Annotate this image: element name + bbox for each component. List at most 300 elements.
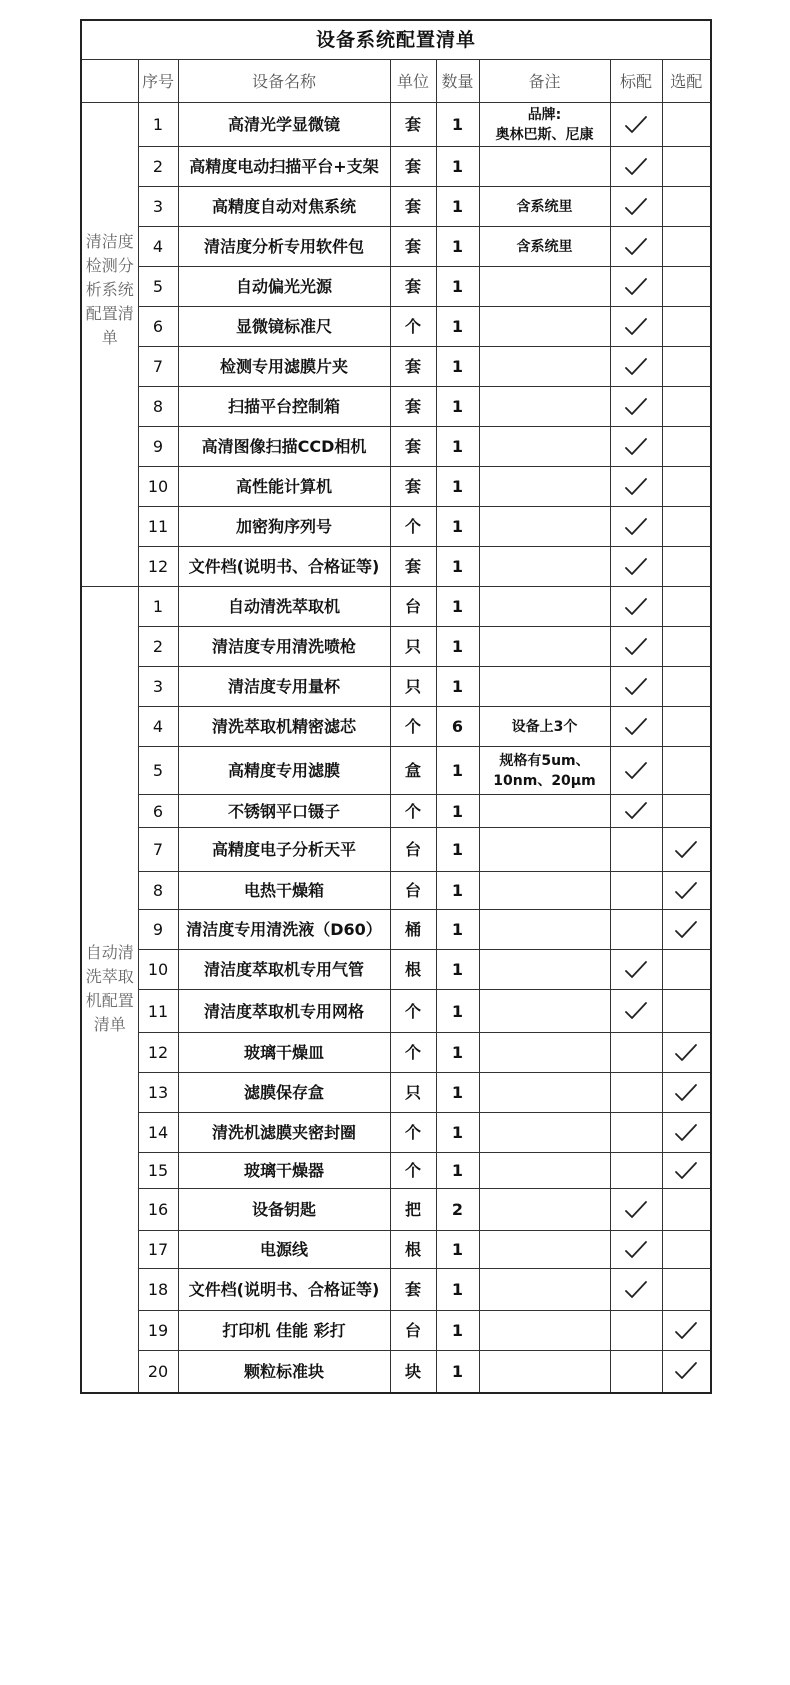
check-icon [623,596,649,618]
row-unit: 套 [390,227,436,267]
table-row [81,427,711,467]
row-unit: 桶 [390,910,436,950]
row-note [479,347,610,387]
row-unit: 套 [390,427,436,467]
check-icon [623,1279,649,1301]
equipment-config-table [80,19,712,1394]
check-icon [623,236,649,258]
row-unit: 套 [390,103,436,147]
check-icon [673,880,699,902]
row-unit: 套 [390,187,436,227]
row-note [479,1189,610,1231]
row-qty: 1 [436,427,479,467]
row-note [479,872,610,910]
table-row [81,1189,711,1231]
row-optional [662,347,711,387]
row-optional [662,1189,711,1231]
table-row [81,1033,711,1073]
row-qty: 1 [436,103,479,147]
row-qty: 1 [436,910,479,950]
row-unit: 个 [390,1033,436,1073]
row-qty: 1 [436,467,479,507]
check-icon [623,396,649,418]
table-row [81,667,711,707]
row-standard [610,667,662,707]
table-row [81,1073,711,1113]
row-optional [662,187,711,227]
row-unit: 套 [390,467,436,507]
row-qty: 1 [436,990,479,1033]
row-name: 颗粒标准块 [178,1351,390,1393]
row-note [479,667,610,707]
row-note [479,950,610,990]
row-no: 7 [138,347,178,387]
row-standard [610,103,662,147]
row-name: 清洁度专用清洗喷枪 [178,627,390,667]
row-optional [662,828,711,872]
row-name: 玻璃干燥皿 [178,1033,390,1073]
row-standard [610,707,662,747]
row-optional [662,1231,711,1269]
row-note: 设备上3个 [479,707,610,747]
row-name: 玻璃干燥器 [178,1153,390,1189]
row-no: 13 [138,1073,178,1113]
table-row [81,1351,711,1393]
row-unit: 根 [390,1231,436,1269]
row-qty: 1 [436,1269,479,1311]
table-title: 设备系统配置清单 [81,20,711,60]
row-qty: 1 [436,147,479,187]
row-standard [610,427,662,467]
row-unit: 台 [390,587,436,627]
table-row [81,1153,711,1189]
row-name: 滤膜保存盒 [178,1073,390,1113]
row-standard [610,747,662,795]
check-icon [623,276,649,298]
row-qty: 2 [436,1189,479,1231]
header-optional: 选配 [662,60,711,103]
row-standard [610,547,662,587]
row-qty: 1 [436,1351,479,1393]
row-standard [610,187,662,227]
row-standard [610,1153,662,1189]
row-optional [662,667,711,707]
check-icon [673,1042,699,1064]
table-body [81,103,711,1393]
row-no: 11 [138,507,178,547]
header-standard: 标配 [610,60,662,103]
row-note [479,828,610,872]
row-unit: 个 [390,307,436,347]
row-optional [662,307,711,347]
row-standard [610,387,662,427]
table-row [81,547,711,587]
row-name: 自动清洗萃取机 [178,587,390,627]
row-note [479,1351,610,1393]
row-standard [610,587,662,627]
table-row [81,347,711,387]
row-standard [610,467,662,507]
row-qty: 1 [436,507,479,547]
row-optional [662,1269,711,1311]
row-unit: 块 [390,1351,436,1393]
row-name: 打印机 佳能 彩打 [178,1311,390,1351]
row-no: 19 [138,1311,178,1351]
row-unit: 套 [390,1269,436,1311]
row-name: 清洁度萃取机专用网格 [178,990,390,1033]
row-name: 显微镜标准尺 [178,307,390,347]
row-note [479,1311,610,1351]
table-row [81,627,711,667]
row-name: 高性能计算机 [178,467,390,507]
row-no: 8 [138,872,178,910]
row-optional [662,227,711,267]
check-icon [673,1082,699,1104]
row-no: 10 [138,950,178,990]
check-icon [623,516,649,538]
table-row [81,103,711,147]
row-qty: 1 [436,1073,479,1113]
table-row [81,872,711,910]
row-no: 14 [138,1113,178,1153]
check-icon [673,1320,699,1342]
row-unit: 个 [390,1113,436,1153]
row-note: 规格有5um、 10nm、20μm [479,747,610,795]
row-optional [662,1073,711,1113]
row-name: 高精度自动对焦系统 [178,187,390,227]
row-standard [610,872,662,910]
row-standard [610,795,662,828]
row-name: 文件档(说明书、合格证等) [178,1269,390,1311]
row-unit: 个 [390,990,436,1033]
row-standard [610,1033,662,1073]
row-unit: 只 [390,667,436,707]
check-icon [623,436,649,458]
row-standard [610,1189,662,1231]
row-unit: 只 [390,1073,436,1113]
check-icon [623,316,649,338]
check-icon [673,1360,699,1382]
table-row [81,587,711,627]
row-name: 清洗萃取机精密滤芯 [178,707,390,747]
row-name: 自动偏光光源 [178,267,390,307]
row-note [479,1231,610,1269]
row-no: 5 [138,747,178,795]
row-unit: 套 [390,147,436,187]
row-qty: 1 [436,795,479,828]
row-standard [610,227,662,267]
row-standard [610,828,662,872]
table-row [81,795,711,828]
row-note [479,267,610,307]
row-note [479,387,610,427]
row-unit: 个 [390,707,436,747]
row-qty: 1 [436,1231,479,1269]
row-qty: 1 [436,587,479,627]
row-unit: 根 [390,950,436,990]
row-unit: 台 [390,1311,436,1351]
row-standard [610,147,662,187]
row-no: 2 [138,147,178,187]
row-standard [610,627,662,667]
row-unit: 个 [390,507,436,547]
row-name: 电热干燥箱 [178,872,390,910]
check-icon [673,839,699,861]
row-note [479,507,610,547]
row-no: 9 [138,910,178,950]
check-icon [673,1122,699,1144]
table-row [81,747,711,795]
check-icon [623,1239,649,1261]
header-qty: 数量 [436,60,479,103]
row-note [479,795,610,828]
row-optional [662,1153,711,1189]
table-row [81,1269,711,1311]
row-optional [662,147,711,187]
row-no: 9 [138,427,178,467]
check-icon [673,919,699,941]
row-no: 2 [138,627,178,667]
table-row [81,707,711,747]
row-unit: 套 [390,347,436,387]
row-name: 高精度电子分析天平 [178,828,390,872]
row-note [479,547,610,587]
row-no: 3 [138,187,178,227]
check-icon [623,676,649,698]
row-note [479,1073,610,1113]
row-qty: 1 [436,872,479,910]
row-unit: 套 [390,547,436,587]
row-note [479,990,610,1033]
row-standard [610,1269,662,1311]
row-name: 高精度专用滤膜 [178,747,390,795]
row-no: 6 [138,307,178,347]
row-optional [662,872,711,910]
table-row [81,187,711,227]
table-row [81,950,711,990]
row-standard [610,1113,662,1153]
row-qty: 1 [436,307,479,347]
row-note [479,467,610,507]
check-icon [623,196,649,218]
group-label: 清洁度检测分析系统配置清单 [81,103,138,587]
row-no: 4 [138,707,178,747]
table-row [81,1113,711,1153]
row-optional [662,1351,711,1393]
row-name: 高清光学显微镜 [178,103,390,147]
row-standard [610,267,662,307]
row-note: 含系统里 [479,227,610,267]
table-row [81,147,711,187]
row-no: 4 [138,227,178,267]
table-row [81,467,711,507]
row-note [479,1153,610,1189]
row-qty: 1 [436,547,479,587]
check-icon [623,556,649,578]
row-standard [610,1351,662,1393]
table-row [81,828,711,872]
table-row [81,387,711,427]
row-note [479,910,610,950]
row-qty: 6 [436,707,479,747]
check-icon [673,1160,699,1182]
row-qty: 1 [436,828,479,872]
row-qty: 1 [436,1153,479,1189]
row-name: 清洁度萃取机专用气管 [178,950,390,990]
check-icon [623,114,649,136]
table-row [81,1311,711,1351]
row-qty: 1 [436,267,479,307]
row-note: 含系统里 [479,187,610,227]
row-qty: 1 [436,227,479,267]
row-standard [610,1311,662,1351]
check-icon [623,156,649,178]
row-standard [610,347,662,387]
row-no: 11 [138,990,178,1033]
table-row [81,990,711,1033]
row-unit: 把 [390,1189,436,1231]
row-standard [610,910,662,950]
check-icon [623,356,649,378]
row-optional [662,1113,711,1153]
row-note [479,587,610,627]
row-optional [662,587,711,627]
row-no: 6 [138,795,178,828]
row-note [479,307,610,347]
row-name: 清洁度分析专用软件包 [178,227,390,267]
row-name: 不锈钢平口镊子 [178,795,390,828]
row-optional [662,103,711,147]
row-note [479,1113,610,1153]
row-note [479,1269,610,1311]
row-no: 5 [138,267,178,307]
row-qty: 1 [436,1311,479,1351]
table-row [81,1231,711,1269]
header-note: 备注 [479,60,610,103]
row-name: 设备钥匙 [178,1189,390,1231]
row-name: 清洁度专用量杯 [178,667,390,707]
row-optional [662,950,711,990]
row-no: 20 [138,1351,178,1393]
check-icon [623,760,649,782]
row-optional [662,910,711,950]
row-no: 15 [138,1153,178,1189]
row-no: 8 [138,387,178,427]
row-no: 3 [138,667,178,707]
row-standard [610,1073,662,1113]
table-row [81,227,711,267]
check-icon [623,636,649,658]
row-name: 文件档(说明书、合格证等) [178,547,390,587]
row-name: 清洗机滤膜夹密封圈 [178,1113,390,1153]
row-no: 12 [138,547,178,587]
header-unit: 单位 [390,60,436,103]
row-optional [662,467,711,507]
row-optional [662,387,711,427]
row-unit: 台 [390,872,436,910]
row-unit: 套 [390,387,436,427]
row-optional [662,427,711,467]
row-name: 高清图像扫描CCD相机 [178,427,390,467]
row-standard [610,990,662,1033]
row-note [479,1033,610,1073]
row-unit: 盒 [390,747,436,795]
row-no: 17 [138,1231,178,1269]
row-no: 10 [138,467,178,507]
row-no: 1 [138,587,178,627]
row-qty: 1 [436,1113,479,1153]
row-optional [662,547,711,587]
header-group-blank [81,60,138,103]
row-name: 扫描平台控制箱 [178,387,390,427]
row-name: 加密狗序列号 [178,507,390,547]
row-unit: 个 [390,1153,436,1189]
row-qty: 1 [436,747,479,795]
check-icon [623,959,649,981]
row-note [479,627,610,667]
row-qty: 1 [436,347,479,387]
row-standard [610,950,662,990]
check-icon [623,716,649,738]
row-name: 检测专用滤膜片夹 [178,347,390,387]
row-unit: 台 [390,828,436,872]
check-icon [623,476,649,498]
header-no: 序号 [138,60,178,103]
row-optional [662,267,711,307]
row-optional [662,990,711,1033]
row-no: 12 [138,1033,178,1073]
row-no: 1 [138,103,178,147]
header-name: 设备名称 [178,60,390,103]
row-standard [610,1231,662,1269]
row-standard [610,507,662,547]
group-label: 自动清洗萃取机配置清单 [81,587,138,1393]
row-unit: 只 [390,627,436,667]
row-qty: 1 [436,950,479,990]
row-qty: 1 [436,627,479,667]
row-qty: 1 [436,667,479,707]
row-name: 高精度电动扫描平台+支架 [178,147,390,187]
row-no: 16 [138,1189,178,1231]
table-row [81,267,711,307]
row-no: 7 [138,828,178,872]
row-qty: 1 [436,387,479,427]
check-icon [623,1199,649,1221]
row-optional [662,1033,711,1073]
table-row [81,307,711,347]
row-name: 电源线 [178,1231,390,1269]
check-icon [623,1000,649,1022]
row-qty: 1 [436,1033,479,1073]
row-optional [662,507,711,547]
row-optional [662,707,711,747]
table-row [81,910,711,950]
row-note [479,147,610,187]
check-icon [623,800,649,822]
row-no: 18 [138,1269,178,1311]
table-row [81,507,711,547]
row-name: 清洁度专用清洗液（D60） [178,910,390,950]
row-unit: 个 [390,795,436,828]
row-optional [662,747,711,795]
row-note: 品牌: 奥林巴斯、尼康 [479,103,610,147]
row-optional [662,627,711,667]
row-optional [662,795,711,828]
row-optional [662,1311,711,1351]
row-note [479,427,610,467]
row-qty: 1 [436,187,479,227]
row-standard [610,307,662,347]
